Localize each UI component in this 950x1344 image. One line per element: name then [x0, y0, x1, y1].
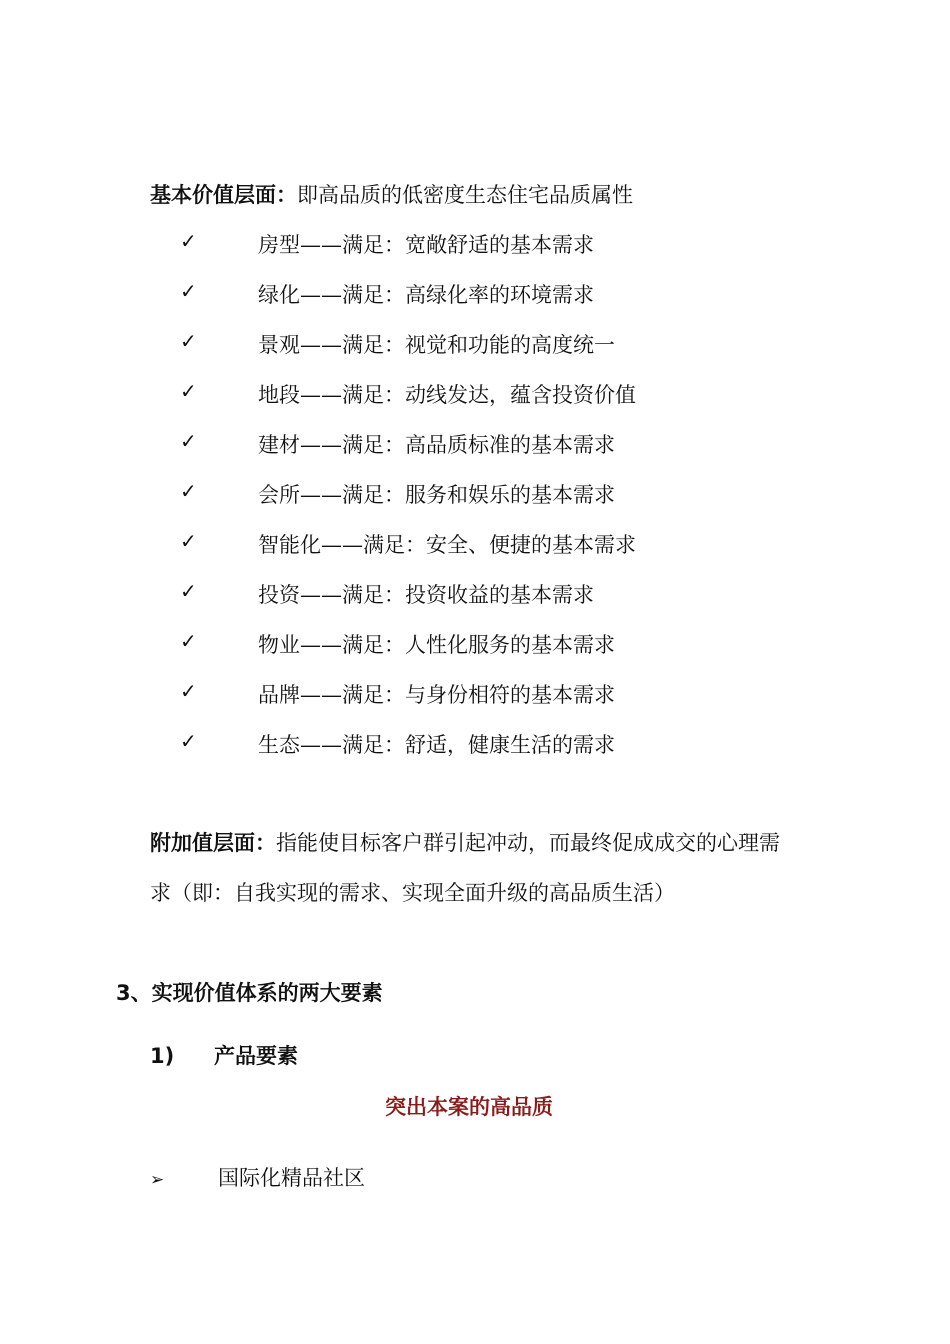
highlight-heading: 突出本案的高品质	[385, 1095, 553, 1119]
subsection-number: 1)	[150, 1044, 175, 1068]
check-icon: ✓	[180, 229, 197, 253]
added-value-heading: 附加值层面：	[150, 831, 276, 855]
list-item-text: 品牌——满足：与身份相符的基本需求	[258, 683, 615, 707]
subsection-heading	[150, 1042, 298, 1070]
basic-value-paragraph	[150, 181, 633, 209]
check-icon: ✓	[180, 579, 197, 603]
list-item-text: 绿化——满足：高绿化率的环境需求	[258, 283, 594, 307]
list-item-text: 建材——满足：高品质标准的基本需求	[258, 433, 615, 457]
bullet-item	[150, 1164, 365, 1194]
check-icon: ✓	[180, 479, 197, 503]
list-item-text: 景观——满足：视觉和功能的高度统一	[258, 333, 615, 357]
added-value-text-continued: 求（即：自我实现的需求、实现全面升级的高品质生活）	[150, 881, 675, 905]
check-icon: ✓	[180, 629, 197, 653]
basic-value-text: 即高品质的低密度生态住宅品质属性	[297, 183, 633, 207]
check-icon: ✓	[180, 279, 197, 303]
section-heading: 3、实现价值体系的两大要素	[116, 981, 383, 1005]
added-value-paragraph-continued	[150, 879, 675, 907]
list-item-text: 智能化——满足：安全、便捷的基本需求	[258, 533, 636, 557]
arrow-bullet-icon: ➢	[150, 1170, 165, 1190]
check-icon: ✓	[180, 329, 197, 353]
check-icon: ✓	[180, 729, 197, 753]
added-value-text: 指能使目标客户群引起冲动，而最终促成成交的心理需	[276, 831, 780, 855]
check-icon: ✓	[180, 679, 197, 703]
bullet-text: 国际化精品社区	[218, 1166, 365, 1190]
check-icon: ✓	[180, 529, 197, 553]
list-item-text: 会所——满足：服务和娱乐的基本需求	[258, 483, 615, 507]
list-item-text: 投资——满足：投资收益的基本需求	[258, 583, 594, 607]
subsection-title: 产品要素	[214, 1044, 298, 1068]
check-icon: ✓	[180, 429, 197, 453]
list-item-text: 生态——满足：舒适，健康生活的需求	[258, 733, 615, 757]
list-item-text: 物业——满足：人性化服务的基本需求	[258, 633, 615, 657]
added-value-paragraph	[150, 829, 780, 857]
list-item-text: 地段——满足：动线发达，蕴含投资价值	[258, 383, 636, 407]
list-item-text: 房型——满足：宽敞舒适的基本需求	[258, 233, 594, 257]
basic-value-heading: 基本价值层面：	[150, 183, 297, 207]
check-icon: ✓	[180, 379, 197, 403]
